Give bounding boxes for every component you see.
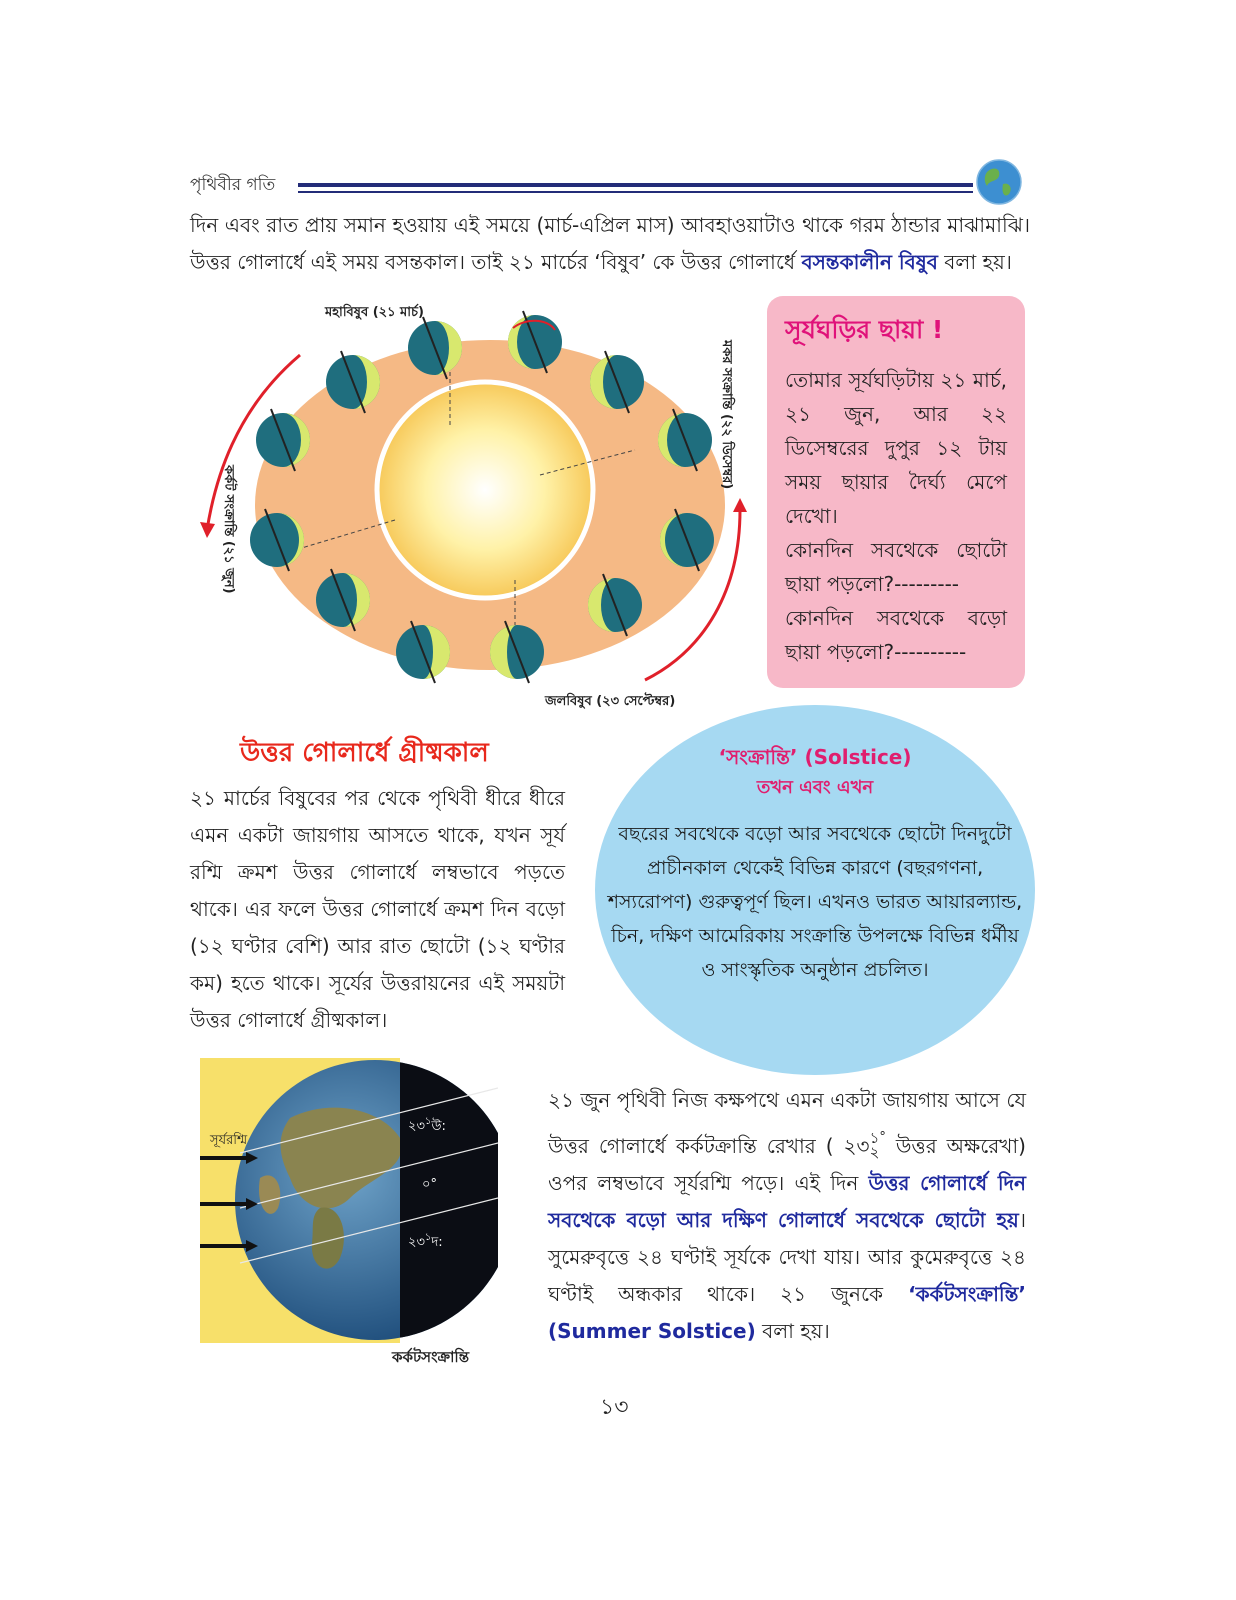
sundial-title: সূর্যঘড়ির ছায়া ! [785, 315, 944, 344]
lat-zero-label: ০° [422, 1177, 437, 1192]
sundial-text: তোমার সূর্যঘড়িটায় ২১ মার্চ, ২১ জুন, আর ২২ ডিসেম্বরের দুপুর ১২ টায় সময় ছায়ার দৈর্ঘ্য মেপে দেখো। [785, 368, 1007, 528]
header-rule [298, 183, 973, 193]
earth-solstice-figure [200, 1058, 498, 1343]
lat-north-label: $২৩^১উ$: [408, 1116, 446, 1134]
june-text-2: উত্তর অক্ষরেখা) ওপর লম্বভাবে সূর্যরশ্মি পড়ে। এই দিন [548, 1134, 1026, 1195]
section-title: উত্তর গোলার্ধে গ্রীষ্মকাল [240, 738, 489, 768]
orbit-diagram [195, 300, 755, 715]
label-summer-solstice: কর্কট সংক্রান্তি (২১ জুন) [221, 465, 236, 594]
june-paragraph [548, 1082, 1026, 1350]
sun [377, 382, 593, 598]
chapter-title: পৃথিবীর গতি [190, 175, 276, 195]
degree-sign: ° [879, 1130, 886, 1145]
rays-label: সূর্যরশ্মি [210, 1133, 248, 1148]
solstice-subtitle: তখন এবং এখন [756, 777, 874, 798]
solstice-text: বছরের সবথেকে বড়ো আর সবথেকে ছোটো দিনদুটো প্রাচীনকাল থেকেই বিভিন্ন কারণে (বছরগণনা, শস্যরোপণ) গুরুত্বপূর্ণ ছিল। এখনও ভারত আয়ারল্যান্ড, চিন, দক্ষিণ আমেরিকায় সংক্রান্তি উপলক্ষে বিভিন্ন ধর্মীয় ও সাংস্কৃতিক অনুষ্ঠান প্রচলিত। [607, 823, 1023, 981]
lat-south-label: $২৩^১দ$: [408, 1232, 443, 1250]
intro-text: দিন এবং রাত প্রায় সমান হওয়ায় এই সময়ে (মার্চ-এপ্রিল মাস) আবহাওয়াটাও থাকে গরম ঠান্ডার মাঝামাঝি। উত্তর গোলার্ধে এই সময় বসন্তকাল। তাই ২১ মার্চের ‘বিষুব’ কে উত্তর গোলার্ধে [190, 213, 1030, 274]
june-text-1: ২১ জুন পৃথিবী নিজ কক্ষপথে এমন একটা জায়গায় আসে যে উত্তর গোলার্ধে কর্কটক্রান্তি রেখার ( ২৩ [548, 1088, 1026, 1158]
label-winter-solstice: মকর সংক্রান্তি (২২ ডিসেম্বর) [719, 340, 734, 490]
figure-caption: কর্কটসংক্রান্তি [392, 1348, 470, 1366]
summer-paragraph: ২১ মার্চের বিষুবের পর থেকে পৃথিবী ধীরে ধীরে এমন একটা জায়গায় আসতে থাকে, যখন সূর্য রশ্মি ক্রমশ উত্তর গোলার্ধে লম্বভাবে পড়তে থাকে। এর ফলে উত্তর গোলার্ধে ক্রমশ দিন বড়ো (১২ ঘণ্টার বেশি) আর রাত ছোটো (১২ ঘণ্টার কম) হতে থাকে। সূর্যের উত্তরায়নের এই সময়টা উত্তর গোলার্ধে গ্রীষ্মকাল। [190, 786, 565, 1032]
sundial-question-1: কোনদিন সবথেকে ছোটো ছায়া পড়লো?--------- [785, 538, 1007, 596]
label-vernal-equinox: মহাবিষুব (২১ মার্চ) [325, 305, 425, 320]
june-highlight-2: ‘কর্কটসংক্রান্তি’ (Summer Solstice) [548, 1282, 1026, 1343]
page-number: ১৩ [600, 1395, 629, 1420]
intro-highlight: বসন্তকালীন বিষুব [801, 250, 938, 274]
solstice-oval [595, 705, 1035, 1075]
june-text-3: । সুমেরুবৃত্তে ২৪ ঘণ্টাই সূর্যকে দেখা যায়। আর কুমেরুবৃত্তে ২৪ ঘণ্টাই অন্ধকার থাকে। ২১ জুনকে [548, 1208, 1026, 1306]
intro-paragraph [190, 207, 1030, 281]
label-autumn-equinox: জলবিষুব (২৩ সেপ্টেম্বর) [545, 694, 676, 709]
june-highlight: উত্তর গোলার্ধে দিন সবথেকে বড়ো আর দক্ষিণ গোলার্ধে সবথেকে ছোটো হয় [548, 1171, 1026, 1232]
sundial-box [767, 296, 1025, 688]
fraction: ১ ২ [869, 1129, 880, 1161]
globe-icon [975, 158, 1023, 206]
solstice-title: ‘সংক্রান্তি’ (Solstice) [718, 745, 912, 769]
intro-tail: বলা হয়। [937, 250, 1012, 274]
june-text-4: বলা হয়। [755, 1319, 830, 1343]
sundial-question-2: কোনদিন সবথেকে বড়ো ছায়া পড়লো?---------- [785, 606, 1007, 664]
